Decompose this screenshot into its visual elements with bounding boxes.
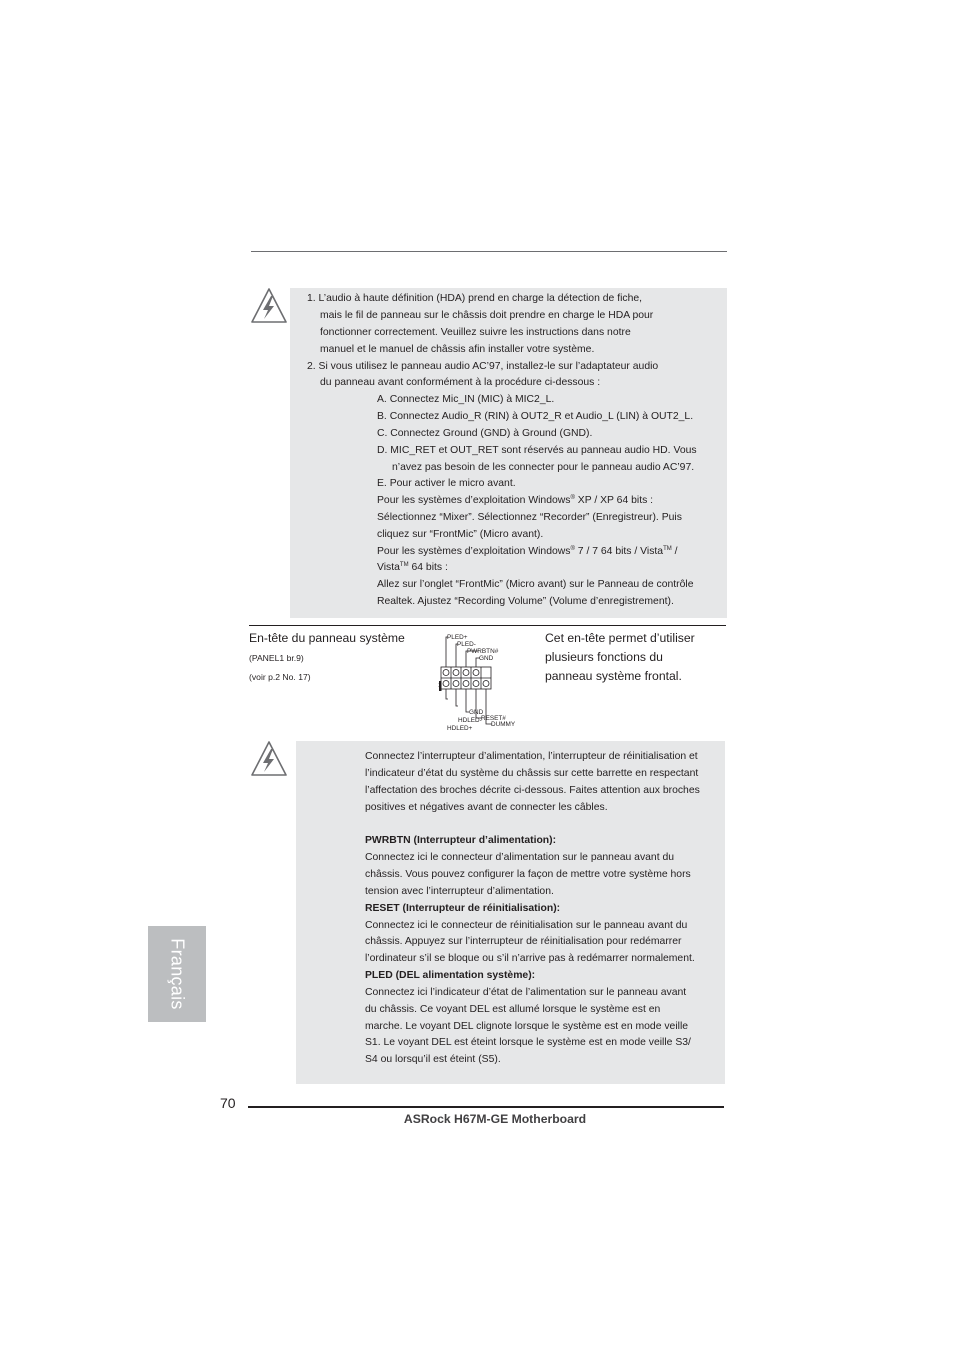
reset-heading: RESET (Interrupteur de réinitialisation): (365, 903, 561, 914)
note2-line: l’indicateur d’état du système du châssis sur cette barrette en respectant (365, 768, 699, 779)
language-tab-label: Français (167, 938, 188, 1010)
pin-label: PLED+ (447, 634, 468, 641)
panel-header-id: (PANEL1 br.9) (249, 653, 304, 663)
win7-instructions-line: Pour les systèmes d’exploitation Windows® 7 / 7 64 bits / Vista™ / (377, 546, 678, 557)
footer-rule (248, 1106, 724, 1108)
note2-line: Connectez ici le connecteur d’alimentation sur le panneau avant du (365, 852, 675, 863)
note2-line: châssis. Appuyez sur l’interrupteur de réinitialisation pour redémarrer (365, 936, 682, 947)
note2-line: S4 ou lorsqu’il est éteint (S5). (365, 1054, 501, 1065)
note1-line: mais le fil de panneau sur le châssis doit prendre en charge le HDA pour (320, 310, 654, 321)
pin-label: GND (479, 655, 494, 662)
note1-line: fonctionner correctement. Veuillez suivre les instructions dans notre (320, 327, 631, 338)
language-tab (148, 926, 206, 1022)
section-rule (249, 625, 726, 626)
xp-instructions-line: Sélectionnez “Mixer”. Sélectionnez “Recorder” (Enregistreur). Puis (377, 512, 682, 523)
note1-line: du panneau avant conformément à la procédure ci-dessous : (320, 377, 601, 388)
note1-line: n’avez pas besoin de les connecter pour le panneau audio AC’97. (392, 462, 695, 473)
note1-line: D. MIC_RET et OUT_RET sont réservés au panneau audio HD. Vous (377, 445, 697, 456)
note2-line: du châssis. Ce voyant DEL est allumé lorsque le système est en (365, 1004, 661, 1015)
win7-instructions-line: Allez sur l’onglet “FrontMic” (Micro avant) sur le Panneau de contrôle (377, 579, 694, 590)
note2-line: S1. Le voyant DEL est éteint lorsque le système est en mode veille S3/ (365, 1037, 691, 1048)
xp-instructions-line: cliquez sur “FrontMic” (Micro avant). (377, 529, 544, 540)
panel-description-line: plusieurs fonctions du (545, 650, 663, 664)
note2-line: châssis. Vous pouvez configurer la façon de mettre votre système hors (365, 869, 691, 880)
panel-pinout-diagram (436, 630, 522, 732)
note2-line: marche. Le voyant DEL clignote lorsque le système est en mode veille (365, 1021, 689, 1032)
page-number: 70 (220, 1095, 236, 1111)
win7-instructions-line: Vista™ 64 bits : (377, 562, 448, 573)
note2-line: l’affectation des broches décrite ci-dessous. Faites attention aux broches (365, 785, 700, 796)
win7-instructions-line: Realtek. Ajustez “Recording Volume” (Volume d’enregistrement). (377, 596, 674, 607)
note1-line: A. Connectez Mic_IN (MIC) à MIC2_L. (377, 394, 555, 405)
pin-label: HDLED+ (447, 725, 473, 732)
pin1-marker: 1 (438, 683, 442, 689)
xp-instructions-line: Pour les systèmes d’exploitation Windows® XP / XP 64 bits : (377, 495, 654, 506)
note1-line: B. Connectez Audio_R (RIN) à OUT2_R et Audio_L (LIN) à OUT2_L. (377, 411, 694, 422)
pin-label: RESET# (481, 715, 506, 722)
note1-line: manuel et le manuel de châssis afin installer votre système. (320, 344, 595, 355)
warning-icon (250, 287, 288, 325)
note2-line: Connectez ici l’indicateur d’état de l’alimentation sur le panneau avant (365, 987, 687, 998)
note2-line: l’ordinateur s’il se bloque ou s’il n’arrive pas à redémarrer normalement. (365, 953, 695, 964)
pin-label: HDLED- (458, 717, 482, 724)
pin-label: DUMMY (491, 721, 516, 728)
pin-label: PWRBTN# (467, 648, 499, 655)
panel-header-title: En-tête du panneau système (249, 631, 405, 645)
note2-line: tension avec l’interrupteur d’alimentation. (365, 886, 554, 897)
pwrbtn-heading: PWRBTN (Interrupteur d’alimentation): (365, 835, 557, 846)
pin-label: GND (469, 709, 484, 716)
note1-line: 2. Si vous utilisez le panneau audio AC’97, installez-le sur l’adaptateur audio (307, 361, 659, 372)
pled-heading: PLED (DEL alimentation système): (365, 970, 536, 981)
pin-label: PLED- (457, 641, 476, 648)
panel-description-line: Cet en-tête permet d’utiliser (545, 631, 695, 645)
panel-header-ref: (voir p.2 No. 17) (249, 672, 311, 682)
warning-icon (250, 740, 288, 778)
footer-product-name: ASRock H67M-GE Motherboard (403, 1112, 587, 1126)
note2-line: positives et négatives avant de connecter les câbles. (365, 802, 608, 813)
note1-line: E. Pour activer le micro avant. (377, 478, 516, 489)
note2-line: Connectez l’interrupteur d’alimentation, l’interrupteur de réinitialisation et (365, 751, 698, 762)
note2-line: Connectez ici le connecteur de réinitialisation sur le panneau avant du (365, 920, 688, 931)
note1-line: C. Connectez Ground (GND) à Ground (GND). (377, 428, 593, 439)
panel-description-line: panneau système frontal. (545, 669, 682, 683)
top-rule (251, 251, 727, 252)
note1-line: 1. L’audio à haute définition (HDA) prend en charge la détection de fiche, (307, 293, 643, 304)
